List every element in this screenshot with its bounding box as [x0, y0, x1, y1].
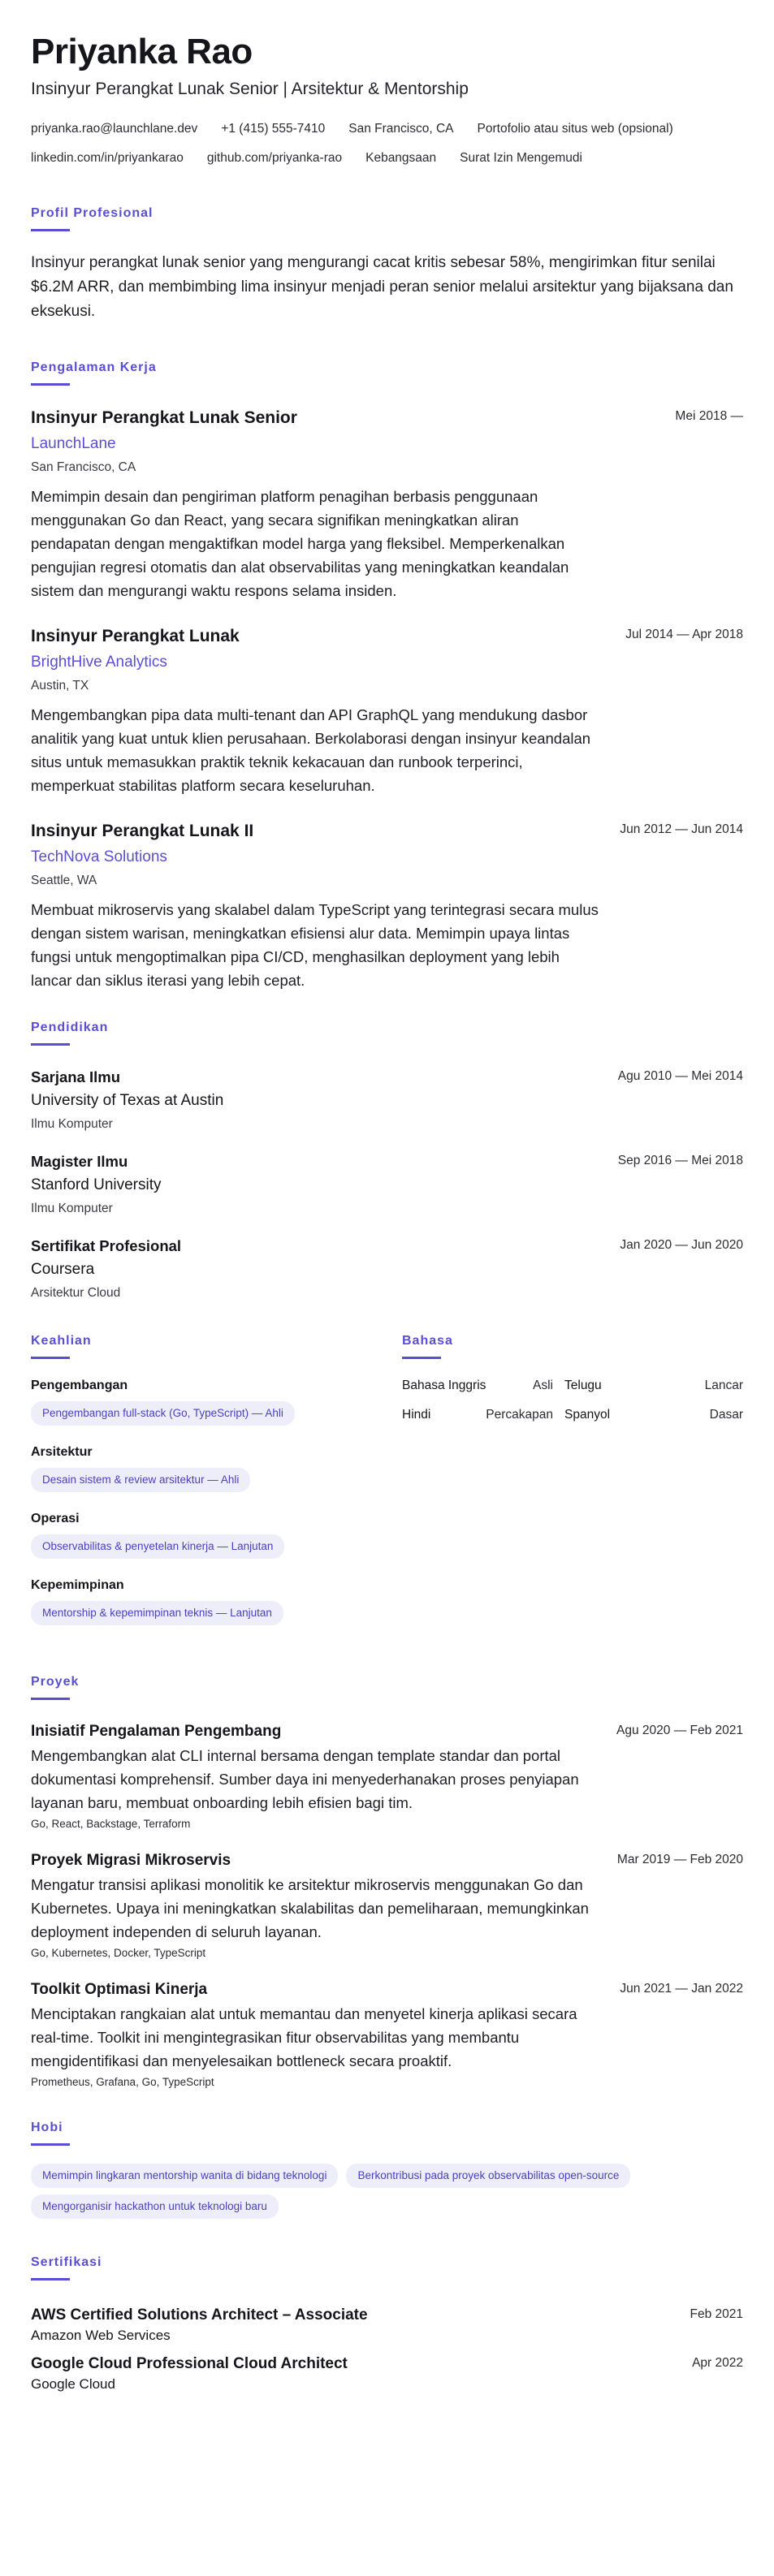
job-location: Austin, TX [31, 679, 89, 693]
hobby-chip: Berkontribusi pada proyek observabilitas open-source [346, 2164, 630, 2188]
project-tech: Go, Kubernetes, Docker, TypeScript [31, 1947, 206, 1959]
skill-chip: Pengembangan full-stack (Go, TypeScript) — Ahli [31, 1401, 295, 1426]
skill-category: Pengembangan [31, 1379, 128, 1392]
section-divider [31, 1357, 70, 1359]
job-dates: Jul 2014 — Apr 2018 [625, 628, 743, 641]
contact-location: San Francisco, CA [348, 122, 454, 136]
education-section [31, 1020, 743, 1302]
contact-nationality: Kebangsaan [365, 151, 437, 165]
language-level: Percakapan [486, 1408, 553, 1422]
skill-chip: Mentorship & kepemimpinan teknis — Lanjutan [31, 1601, 283, 1625]
languages-section [402, 1333, 743, 1643]
skill-chip: Observabilitas & penyetelan kinerja — Lanjutan [31, 1534, 284, 1559]
certifications-section [31, 2255, 743, 2394]
section-title: Pengalaman Kerja [31, 360, 157, 374]
skill-group [31, 1510, 372, 1559]
skill-group [31, 1377, 372, 1426]
skill-chip: Desain sistem & review arsitektur — Ahli [31, 1468, 250, 1492]
section-title: Proyek [31, 1675, 80, 1689]
job-title: Insinyur Perangkat Lunak Senior [31, 408, 297, 427]
certification-issuer: Google Cloud [31, 2376, 115, 2392]
contact-portfolio[interactable]: Portofolio atau situs web (opsional) [477, 122, 673, 136]
school-name: University of Texas at Austin [31, 1092, 224, 1109]
section-divider [402, 1357, 441, 1359]
section-divider [31, 383, 70, 386]
project-name: Toolkit Optimasi Kinerja [31, 1981, 208, 1998]
hobby-list [31, 2164, 743, 2219]
project-name: Proyek Migrasi Mikroservis [31, 1852, 231, 1869]
hobby-chip: Memimpin lingkaran mentorship wanita di bidang teknologi [31, 2164, 338, 2188]
education-dates: Agu 2010 — Mei 2014 [617, 1069, 743, 1083]
certification-entry [31, 2305, 743, 2345]
language-level: Lancar [704, 1379, 743, 1392]
language-name: Telugu [564, 1379, 602, 1392]
field-of-study: Ilmu Komputer [31, 1202, 113, 1215]
language-name: Spanyol [564, 1408, 611, 1422]
experience-entry [31, 820, 743, 992]
contact-github[interactable]: github.com/priyanka-rao [206, 151, 343, 165]
degree: Sertifikat Profesional [31, 1237, 182, 1254]
language-level: Dasar [709, 1408, 743, 1422]
job-description: Memimpin desain dan pengiriman platform penagihan berbasis penggunaan menggunakan Go dan React, yang secara signifikan meningkatkan aliran pendapatan dengan mengaktifkan model harga yang fleksibel. Memperkenalkan pengujian regresi otomatis dan alat observabilitas yang meningkatkan keandalan sistem dan mengurangi waktu respons selama insiden. [31, 488, 569, 599]
contact-phone[interactable]: +1 (415) 555-7410 [221, 122, 326, 136]
project-entry [31, 1979, 743, 2091]
school-name: Coursera [31, 1261, 95, 1278]
contact-linkedin[interactable]: linkedin.com/in/priyankarao [31, 151, 184, 165]
education-entry [31, 1151, 743, 1218]
certification-date: Apr 2022 [692, 2356, 743, 2370]
job-title: Insinyur Perangkat Lunak [31, 627, 240, 645]
section-divider [31, 1698, 70, 1700]
hobby-chip: Mengorganisir hackathon untuk teknologi baru [31, 2194, 279, 2219]
contact-license: Surat Izin Mengemudi [460, 151, 582, 165]
certification-entry [31, 2354, 743, 2394]
skill-category: Kepemimpinan [31, 1578, 124, 1592]
education-entry [31, 1067, 743, 1133]
project-description: Mengembangkan alat CLI internal bersama dengan template standar dan portal dokumentasi komprehensif. Sumber daya ini menyederhanakan proses penyiapan layanan baru, membuat onboarding lebih efisien bagi tim. [31, 1747, 579, 1811]
section-title: Profil Profesional [31, 206, 154, 220]
certification-name: AWS Certified Solutions Architect – Associate [31, 2306, 368, 2324]
project-tech: Prometheus, Grafana, Go, TypeScript [31, 2076, 214, 2088]
section-title: Sertifikasi [31, 2255, 102, 2269]
language-name: Bahasa Inggris [402, 1379, 486, 1392]
candidate-tagline: Insinyur Perangkat Lunak Senior | Arsitektur & Mentorship [31, 80, 469, 98]
language-list [402, 1377, 743, 1424]
degree: Magister Ilmu [31, 1153, 128, 1170]
skill-category: Arsitektur [31, 1445, 93, 1459]
education-entry [31, 1236, 743, 1302]
section-divider [31, 229, 70, 231]
language-name: Hindi [402, 1408, 431, 1422]
contact-email[interactable]: priyanka.rao@launchlane.dev [31, 122, 198, 136]
project-dates: Agu 2020 — Feb 2021 [616, 1724, 743, 1737]
certification-name: Google Cloud Professional Cloud Architect [31, 2355, 348, 2372]
project-entry [31, 1721, 743, 1832]
skills-languages-row [31, 1333, 743, 1643]
job-location: Seattle, WA [31, 874, 97, 887]
skill-category: Operasi [31, 1512, 80, 1525]
section-title: Hobi [31, 2121, 63, 2134]
project-dates: Jun 2021 — Jan 2022 [620, 1982, 743, 1996]
company-name: BrightHive Analytics [31, 654, 167, 671]
section-title: Keahlian [31, 1334, 92, 1348]
job-dates: Jun 2012 — Jun 2014 [620, 822, 743, 836]
project-name: Inisiatif Pengalaman Pengembang [31, 1723, 282, 1740]
profile-section [31, 205, 743, 324]
project-description: Mengatur transisi aplikasi monolitik ke arsitektur mikroservis menggunakan Go dan Kubernetes. Upaya ini meningkatkan skalabilitas dan pemeliharaan, memungkinkan deployment independen di seluruh layanan. [31, 1876, 589, 1940]
job-title: Insinyur Perangkat Lunak II [31, 822, 254, 840]
candidate-name: Priyanka Rao [31, 32, 253, 71]
certification-issuer: Amazon Web Services [31, 2328, 171, 2343]
projects-section [31, 1674, 743, 2091]
section-title: Pendidikan [31, 1020, 109, 1034]
skill-group [31, 1443, 372, 1492]
experience-section [31, 360, 743, 992]
resume-header [31, 31, 743, 167]
field-of-study: Ilmu Komputer [31, 1117, 113, 1131]
project-dates: Mar 2019 — Feb 2020 [616, 1853, 743, 1866]
section-divider [31, 2278, 70, 2280]
company-name: TechNova Solutions [31, 848, 167, 865]
section-title: Bahasa [402, 1334, 453, 1348]
language-item [402, 1406, 553, 1424]
field-of-study: Arsitektur Cloud [31, 1286, 121, 1300]
language-item [564, 1377, 743, 1395]
experience-entry [31, 625, 743, 797]
section-divider [31, 1043, 70, 1046]
contact-list [31, 120, 743, 167]
job-description: Membuat mikroservis yang skalabel dalam TypeScript yang terintegrasi secara mulus dengan sistem warisan, meningkatkan efisiensi alur data. Memimpin upaya lintas fungsi untuk mengoptimalkan pipa CI/CD, menghasilkan deployment yang lebih lancar dan siklus iterasi yang lebih cepat. [31, 901, 599, 989]
section-divider [31, 2143, 70, 2146]
language-level: Asli [533, 1379, 553, 1392]
skill-group [31, 1577, 372, 1625]
job-location: San Francisco, CA [31, 460, 136, 474]
skills-section [31, 1333, 372, 1643]
profile-summary: Insinyur perangkat lunak senior yang mengurangi cacat kritis sebesar 58%, mengirimkan fitur senilai $6.2M ARR, dan membimbing lima insinyur menjadi peran senior melalui arsitektur yang bijaksana dan eksekusi. [31, 254, 733, 320]
language-item [564, 1406, 743, 1424]
degree: Sarjana Ilmu [31, 1068, 121, 1085]
education-dates: Jan 2020 — Jun 2020 [620, 1238, 743, 1252]
company-name: LaunchLane [31, 435, 116, 452]
education-dates: Sep 2016 — Mei 2018 [617, 1154, 743, 1167]
hobbies-section [31, 2120, 743, 2219]
school-name: Stanford University [31, 1176, 162, 1193]
experience-entry [31, 407, 743, 602]
job-dates: Mei 2018 — [675, 409, 743, 423]
project-entry [31, 1850, 743, 1961]
project-tech: Go, React, Backstage, Terraform [31, 1818, 191, 1830]
certification-date: Feb 2021 [690, 2307, 743, 2321]
project-description: Menciptakan rangkaian alat untuk memantau dan menyetel kinerja aplikasi secara real-time. Toolkit ini mengintegrasikan fitur observabilitas yang membantu mengidentifikasi dan menyelesaikan bottleneck secara proaktif. [31, 2005, 577, 2069]
job-description: Mengembangkan pipa data multi-tenant dan API GraphQL yang mendukung dasbor analitik yang kuat untuk klien perusahaan. Berkolaborasi dengan insinyur keandalan situs untuk memasukkan praktik teknik kekacauan dan runbook terperinci, memperkuat stabilitas platform secara keseluruhan. [31, 706, 591, 794]
language-item [402, 1377, 553, 1395]
